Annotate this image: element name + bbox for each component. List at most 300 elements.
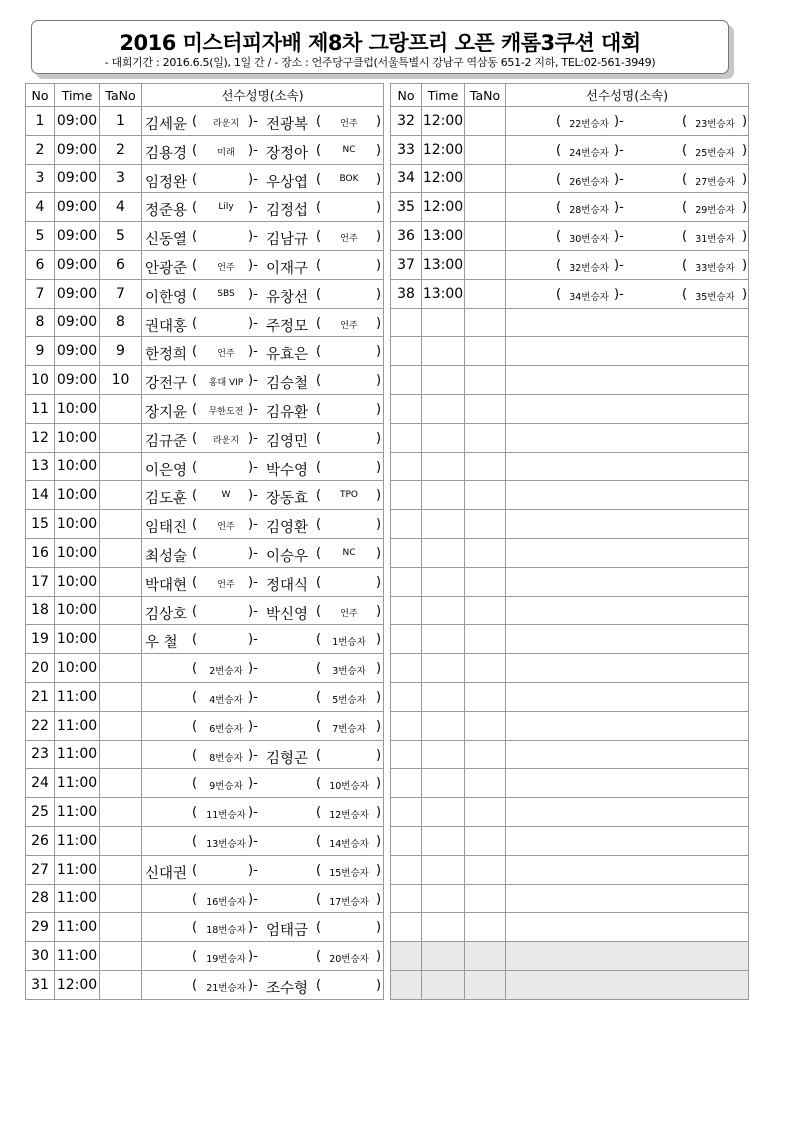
separator-dash: )- [248, 862, 258, 878]
player1-name: 박대현 [145, 577, 188, 594]
paren-open: ( [192, 632, 198, 648]
table-row [391, 308, 749, 337]
paren-open: ( [556, 257, 562, 273]
paren-open: ( [192, 949, 198, 965]
match-players [142, 481, 384, 510]
player1-name: 임정완 [145, 174, 188, 191]
player2-affiliation: 언주 [340, 608, 358, 619]
player1-affiliation: 언주 [217, 349, 235, 360]
match-time [422, 711, 465, 740]
separator-dash: )- [248, 517, 258, 533]
table-row [26, 337, 384, 366]
player1-name: 최성술 [145, 548, 188, 565]
paren-open: ( [316, 689, 322, 705]
table-no [465, 740, 506, 769]
paren-open: ( [192, 891, 198, 907]
player1-placeholder: 11번승자 [206, 810, 246, 822]
player1-affiliation: 언주 [217, 522, 235, 533]
player1-placeholder: 32번승자 [569, 262, 609, 274]
table-row [26, 942, 384, 971]
match-no: 9 [26, 337, 55, 366]
match-players [506, 135, 749, 164]
paren-close: ) [376, 229, 382, 245]
table-no [465, 337, 506, 366]
paren-close: ) [376, 459, 382, 475]
separator-dash: )- [248, 200, 258, 216]
match-time [422, 826, 465, 855]
separator-dash: )- [248, 689, 258, 705]
table-row [391, 107, 749, 136]
paren-open: ( [192, 603, 198, 619]
match-no: 22 [26, 711, 55, 740]
match-no [391, 942, 422, 971]
player2-name: 김영민 [266, 433, 309, 450]
player1-affiliation: Lily [218, 202, 234, 213]
paren-close: ) [742, 114, 748, 129]
match-players [506, 596, 749, 625]
separator-dash: )- [248, 488, 258, 504]
match-no [391, 596, 422, 625]
table-header-row [26, 84, 384, 107]
paren-open: ( [556, 286, 562, 302]
match-no: 14 [26, 481, 55, 510]
player1-placeholder: 4번승자 [209, 694, 243, 706]
match-players [142, 538, 384, 567]
player2-placeholder: 25번승자 [695, 147, 735, 159]
separator-dash: )- [248, 977, 258, 993]
player1-name: 이한영 [145, 289, 188, 306]
table-row [26, 481, 384, 510]
table-no [465, 970, 506, 999]
player1-placeholder: 21번승자 [206, 982, 246, 994]
paren-open: ( [682, 229, 688, 245]
paren-close: ) [742, 171, 748, 187]
player1-placeholder: 22번승자 [569, 119, 609, 130]
match-players [506, 193, 749, 222]
player2-name: 김승철 [266, 376, 309, 393]
table-row [391, 250, 749, 279]
player2-placeholder: 23번승자 [695, 119, 735, 130]
paren-close: ) [376, 171, 382, 187]
table-row [26, 970, 384, 999]
match-time: 11:00 [55, 942, 100, 971]
match-no: 33 [391, 135, 422, 164]
match-time [422, 913, 465, 942]
paren-close: ) [376, 315, 382, 331]
paren-open: ( [316, 488, 322, 504]
player2-placeholder: 12번승자 [329, 810, 369, 822]
separator-dash: )- [248, 142, 258, 158]
player1-placeholder: 6번승자 [209, 723, 243, 735]
table-row [391, 625, 749, 654]
paren-close: ) [376, 920, 382, 936]
separator-dash: )- [248, 459, 258, 475]
table-row [26, 654, 384, 683]
paren-open: ( [192, 401, 198, 417]
paren-open: ( [192, 545, 198, 561]
table-no [100, 855, 142, 884]
paren-open: ( [316, 430, 322, 446]
player1-name: 이은영 [145, 462, 188, 479]
player2-affiliation: TPO [339, 490, 358, 501]
match-players [142, 366, 384, 395]
match-players [506, 394, 749, 423]
paren-open: ( [192, 459, 198, 475]
document-header [31, 20, 729, 74]
paren-open: ( [316, 776, 322, 792]
table-no [100, 970, 142, 999]
match-no: 30 [26, 942, 55, 971]
table-row [26, 913, 384, 942]
match-time: 09:00 [55, 164, 100, 193]
player1-placeholder: 24번승자 [569, 147, 609, 159]
table-no [465, 164, 506, 193]
table-no [465, 682, 506, 711]
match-no: 35 [391, 193, 422, 222]
match-players [142, 826, 384, 855]
match-players [506, 164, 749, 193]
match-time [422, 538, 465, 567]
player1-placeholder: 26번승자 [569, 176, 609, 188]
player2-placeholder: 5번승자 [332, 694, 366, 706]
match-time: 09:00 [55, 337, 100, 366]
match-time: 09:00 [55, 366, 100, 395]
match-players [142, 884, 384, 913]
table-no [100, 452, 142, 481]
paren-open: ( [316, 229, 322, 245]
table-row [26, 711, 384, 740]
table-row [26, 855, 384, 884]
table-no [100, 740, 142, 769]
table-no [465, 884, 506, 913]
match-players [506, 107, 749, 136]
paren-open: ( [556, 142, 562, 158]
match-time [422, 798, 465, 827]
match-time: 12:00 [422, 135, 465, 164]
player1-affiliation: 무한도전 [208, 406, 244, 417]
match-players [506, 826, 749, 855]
match-players [142, 769, 384, 798]
separator-dash: )- [248, 747, 258, 763]
match-players [142, 855, 384, 884]
table-no [465, 222, 506, 251]
paren-open: ( [316, 862, 322, 878]
table-no [465, 826, 506, 855]
table-no [100, 654, 142, 683]
match-time: 11:00 [55, 740, 100, 769]
match-time [422, 884, 465, 913]
match-no: 24 [26, 769, 55, 798]
match-players [142, 250, 384, 279]
match-players [506, 481, 749, 510]
match-players [506, 567, 749, 596]
match-players [142, 654, 384, 683]
player1-affiliation: 언주 [217, 262, 235, 273]
match-time [422, 452, 465, 481]
match-time [422, 394, 465, 423]
player1-name: 안광준 [145, 260, 188, 277]
table-row [26, 366, 384, 395]
match-players [506, 855, 749, 884]
match-time: 11:00 [55, 884, 100, 913]
match-time: 11:00 [55, 913, 100, 942]
player2-placeholder: 7번승자 [332, 723, 366, 735]
player2-name: 우상엽 [266, 174, 309, 191]
table-no [465, 279, 506, 308]
match-time [422, 740, 465, 769]
match-time [422, 970, 465, 999]
match-time: 09:00 [55, 135, 100, 164]
table-no [465, 107, 506, 136]
player1-name: 장지윤 [145, 404, 188, 421]
match-no: 18 [26, 596, 55, 625]
player2-placeholder: 14번승자 [329, 838, 369, 850]
paren-open: ( [192, 344, 198, 360]
match-no: 8 [26, 308, 55, 337]
match-no: 21 [26, 682, 55, 711]
player2-placeholder: 35번승자 [695, 291, 735, 303]
player2-name: 유창선 [266, 289, 309, 306]
player1-name: 김용경 [145, 145, 188, 162]
player2-name: 박신영 [266, 606, 309, 623]
paren-open: ( [192, 142, 198, 158]
player2-affiliation: BOK [339, 173, 359, 184]
player1-affiliation: SBS [217, 288, 235, 299]
table-no: 9 [100, 337, 142, 366]
match-time: 11:00 [55, 769, 100, 798]
table-row [26, 884, 384, 913]
match-players [506, 538, 749, 567]
match-players [142, 596, 384, 625]
match-no [391, 308, 422, 337]
match-time: 10:00 [55, 596, 100, 625]
separator-dash: )- [614, 257, 624, 273]
table-row [391, 740, 749, 769]
match-players [142, 625, 384, 654]
match-no: 25 [26, 798, 55, 827]
separator-dash: )- [248, 920, 258, 936]
player1-name: 정준용 [145, 203, 188, 220]
paren-open: ( [316, 920, 322, 936]
player2-name: 전광복 [266, 117, 309, 133]
paren-close: ) [376, 718, 382, 734]
table-header-row [391, 84, 749, 107]
match-time: 09:00 [55, 308, 100, 337]
match-time: 12:00 [422, 193, 465, 222]
match-no [391, 394, 422, 423]
player2-name: 엄태금 [266, 923, 309, 940]
match-players [142, 107, 384, 136]
table-row [391, 798, 749, 827]
table-no [100, 625, 142, 654]
table-no [100, 913, 142, 942]
match-players [142, 279, 384, 308]
player2-affiliation: 언주 [340, 234, 358, 245]
match-players [142, 222, 384, 251]
match-no [391, 798, 422, 827]
player1-placeholder: 34번승자 [569, 291, 609, 303]
table-row [391, 366, 749, 395]
player2-placeholder: 15번승자 [329, 867, 369, 879]
match-no [391, 337, 422, 366]
player2-placeholder: 33번승자 [695, 262, 735, 274]
match-time: 10:00 [55, 654, 100, 683]
match-time: 13:00 [422, 279, 465, 308]
player2-name: 김유환 [266, 404, 309, 421]
match-players [506, 942, 749, 971]
table-row [26, 682, 384, 711]
paren-close: ) [376, 401, 382, 417]
player1-placeholder: 19번승자 [206, 954, 246, 966]
player1-name: 신동열 [145, 232, 188, 249]
player1-affiliation: 홍대 VIP [208, 378, 244, 389]
match-time: 11:00 [55, 826, 100, 855]
match-time: 10:00 [55, 481, 100, 510]
table-no [465, 394, 506, 423]
table-no [465, 481, 506, 510]
paren-close: ) [376, 114, 382, 129]
paren-open: ( [192, 517, 198, 533]
table-row [391, 510, 749, 539]
player1-name: 우 철 [145, 635, 178, 652]
paren-open: ( [556, 200, 562, 216]
paren-open: ( [316, 661, 322, 677]
table-no [100, 798, 142, 827]
table-no: 8 [100, 308, 142, 337]
paren-close: ) [376, 286, 382, 302]
player2-placeholder: 10번승자 [329, 781, 369, 793]
paren-close: ) [376, 949, 382, 965]
paren-open: ( [192, 171, 198, 187]
table-row [391, 769, 749, 798]
match-time [422, 366, 465, 395]
table-row [26, 193, 384, 222]
separator-dash: )- [614, 142, 624, 158]
player2-name: 김남규 [266, 232, 309, 249]
table-row [391, 481, 749, 510]
player1-name: 김상호 [145, 606, 188, 623]
match-players [142, 913, 384, 942]
table-row [26, 452, 384, 481]
separator-dash: )- [248, 545, 258, 561]
match-players [142, 337, 384, 366]
paren-open: ( [316, 603, 322, 619]
match-no: 11 [26, 394, 55, 423]
match-no: 23 [26, 740, 55, 769]
match-time: 10:00 [55, 423, 100, 452]
table-row [26, 250, 384, 279]
schedule-table-right [390, 83, 749, 1000]
table-no [465, 596, 506, 625]
table-no: 3 [100, 164, 142, 193]
match-players [506, 711, 749, 740]
separator-dash: )- [248, 718, 258, 734]
player2-affiliation: NC [342, 547, 356, 558]
table-row [26, 308, 384, 337]
match-no: 15 [26, 510, 55, 539]
paren-close: ) [376, 344, 382, 360]
match-time: 09:00 [55, 222, 100, 251]
match-time [422, 942, 465, 971]
match-time [422, 596, 465, 625]
paren-open: ( [316, 517, 322, 533]
match-no [391, 740, 422, 769]
match-no: 13 [26, 452, 55, 481]
player1-placeholder: 16번승자 [206, 896, 246, 908]
match-no: 34 [391, 164, 422, 193]
player2-placeholder: 27번승자 [695, 176, 735, 188]
table-row [391, 164, 749, 193]
match-players [506, 970, 749, 999]
separator-dash: )- [248, 114, 258, 129]
match-time: 09:00 [55, 279, 100, 308]
separator-dash: )- [248, 257, 258, 273]
player2-name: 박수영 [266, 462, 309, 479]
match-time: 11:00 [55, 798, 100, 827]
match-time: 10:00 [55, 394, 100, 423]
player1-name: 강전구 [145, 376, 188, 393]
match-time: 09:00 [55, 107, 100, 136]
paren-open: ( [192, 661, 198, 677]
table-no [100, 942, 142, 971]
table-row [391, 193, 749, 222]
table-row [26, 596, 384, 625]
paren-close: ) [376, 661, 382, 677]
match-no [391, 452, 422, 481]
match-no [391, 625, 422, 654]
player1-affiliation: 라운지 [212, 435, 240, 446]
paren-open: ( [192, 977, 198, 993]
table-no [465, 135, 506, 164]
match-no: 27 [26, 855, 55, 884]
paren-close: ) [376, 142, 382, 158]
table-no [465, 538, 506, 567]
player2-placeholder: 29번승자 [695, 205, 735, 217]
match-players [506, 625, 749, 654]
separator-dash: )- [248, 805, 258, 821]
paren-open: ( [192, 718, 198, 734]
table-no [465, 366, 506, 395]
table-row [391, 970, 749, 999]
match-time [422, 423, 465, 452]
match-no [391, 538, 422, 567]
player2-affiliation: 언주 [340, 320, 358, 331]
player2-name: 김정섭 [266, 203, 309, 220]
paren-open: ( [192, 373, 198, 389]
match-time [422, 567, 465, 596]
paren-open: ( [316, 747, 322, 763]
paren-open: ( [316, 545, 322, 561]
paren-open: ( [316, 574, 322, 590]
table-no [465, 193, 506, 222]
match-no [391, 855, 422, 884]
paren-open: ( [192, 805, 198, 821]
match-players [506, 913, 749, 942]
header-players: 선수성명(소속) [506, 84, 749, 107]
separator-dash: )- [248, 430, 258, 446]
player1-affiliation: W [221, 490, 231, 501]
match-no [391, 481, 422, 510]
table-row [391, 337, 749, 366]
paren-open: ( [316, 949, 322, 965]
header-tano: TaNo [100, 84, 142, 107]
player2-name: 장정아 [266, 145, 309, 162]
paren-close: ) [376, 488, 382, 504]
table-no: 6 [100, 250, 142, 279]
match-no: 36 [391, 222, 422, 251]
table-no [465, 654, 506, 683]
match-players [142, 740, 384, 769]
